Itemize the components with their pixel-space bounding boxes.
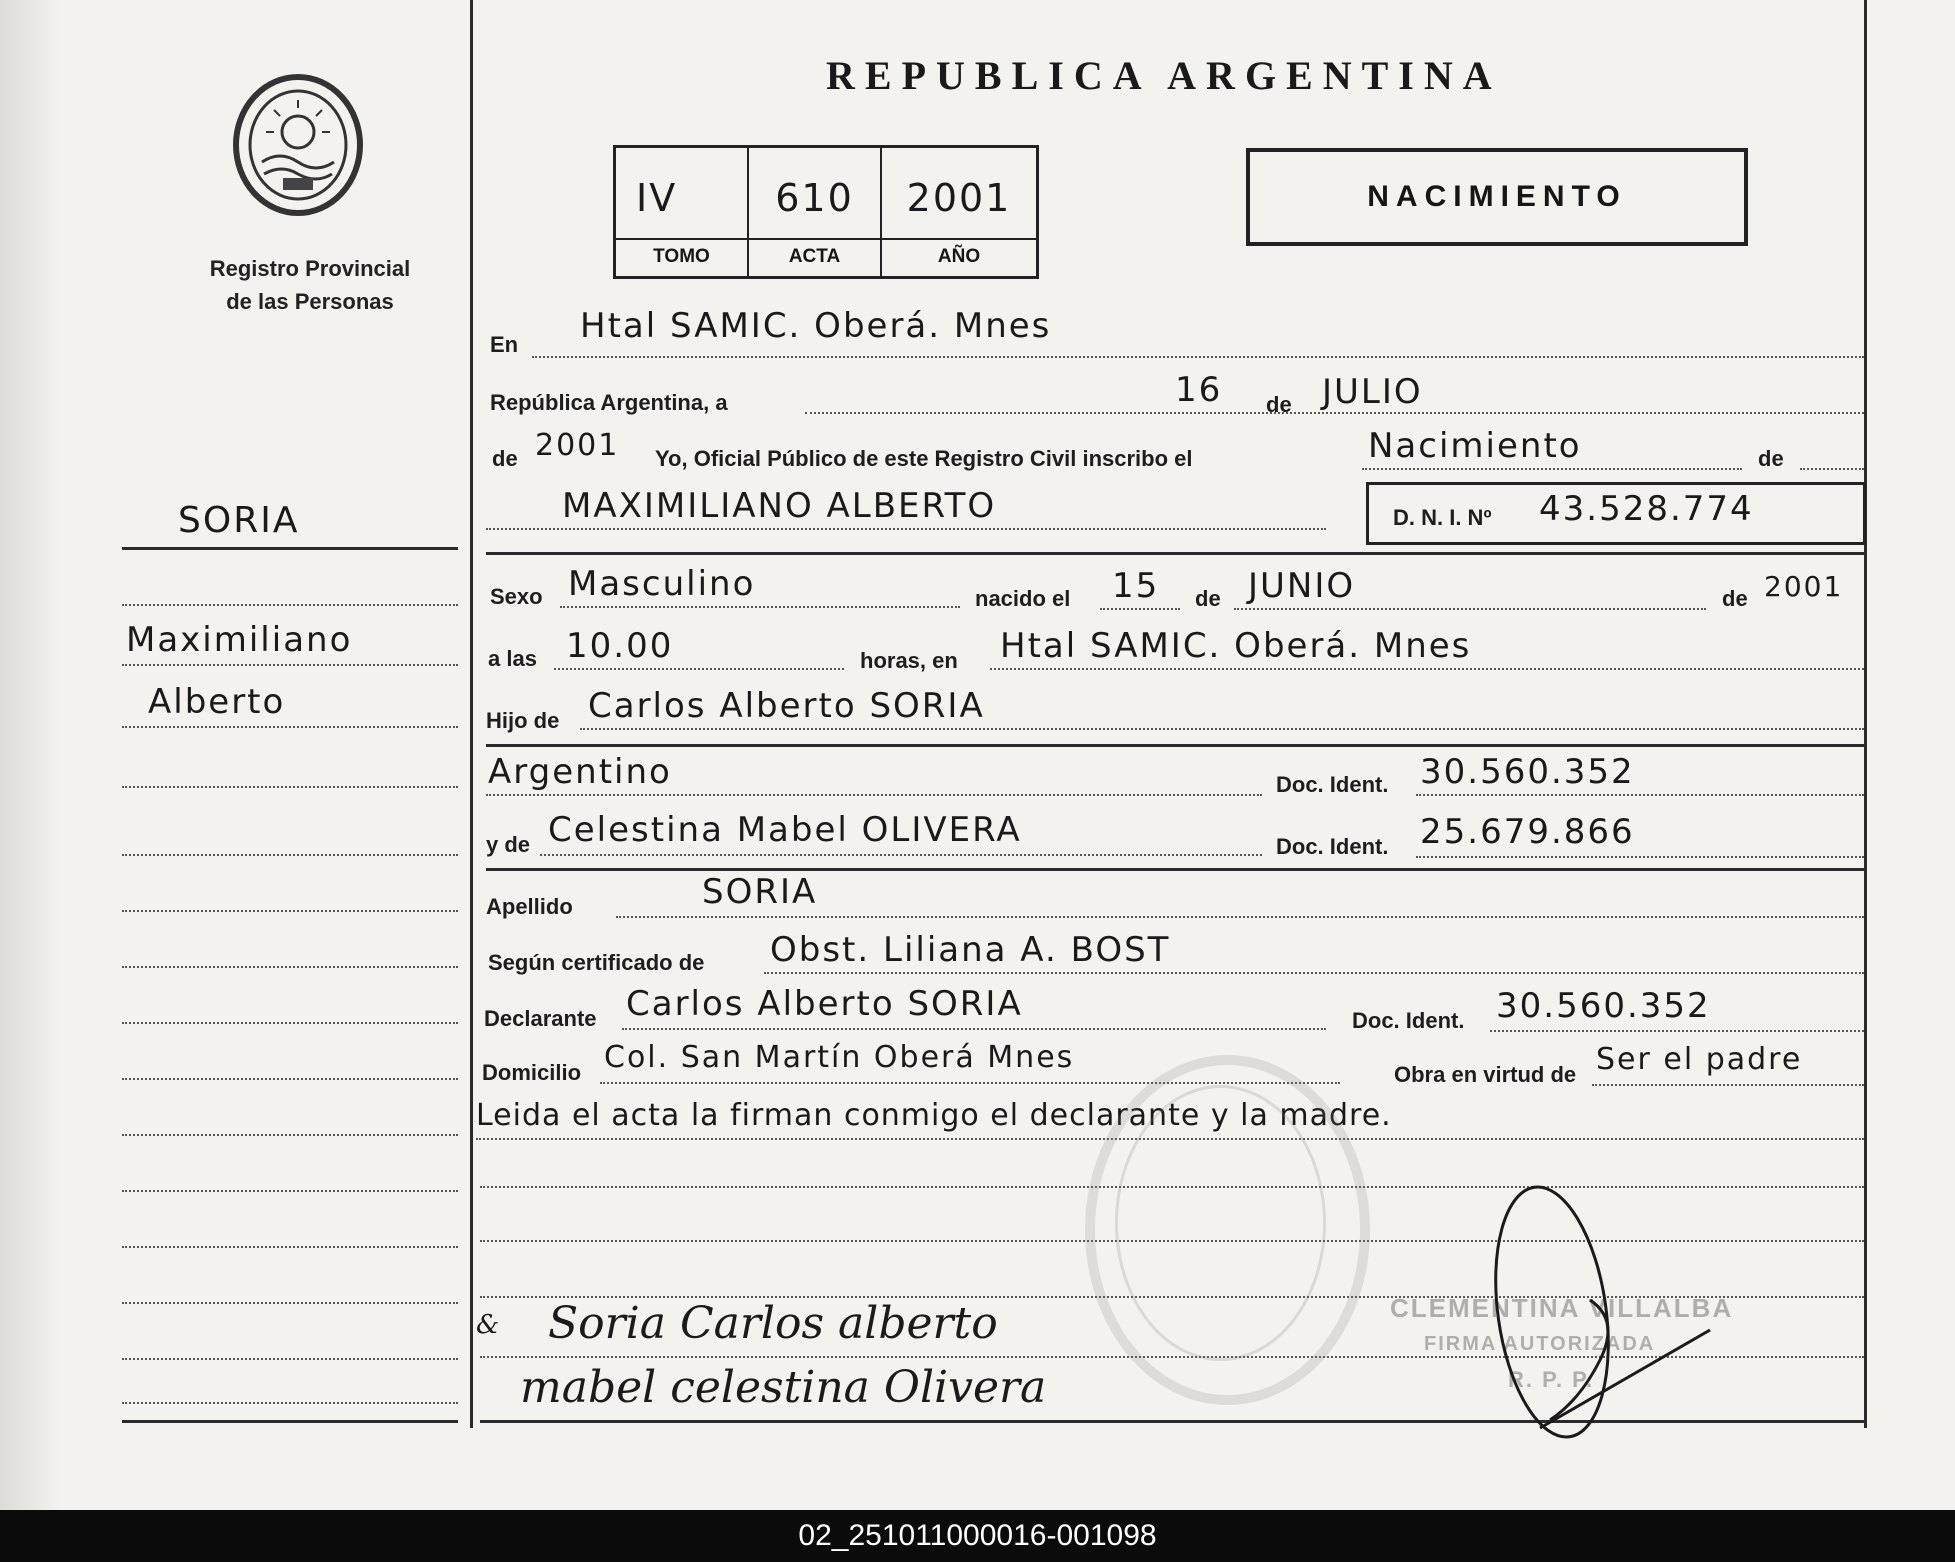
sidebar-dotted-line xyxy=(122,966,458,968)
mother-signature: mabel celestina Olivera xyxy=(520,1362,1047,1413)
birth-month-dotted-line xyxy=(1234,608,1706,610)
mother-doc-dotted-line xyxy=(1416,856,1864,858)
alas-label: a las xyxy=(488,646,537,671)
birth-de2-label: de xyxy=(1722,586,1748,611)
sidebar-dotted-line xyxy=(122,1190,458,1192)
father-doc-dotted-line xyxy=(1416,794,1864,796)
sidebar-dotted-line xyxy=(122,786,458,788)
sidebar-given-name-1: Maximiliano xyxy=(126,620,353,660)
apellido-value: SORIA xyxy=(702,872,818,912)
declarante-signature: Soria Carlos alberto xyxy=(548,1298,998,1349)
mother-name: Celestina Mabel OLIVERA xyxy=(548,810,1022,850)
horas-label: horas, en xyxy=(860,648,958,673)
sidebar-dotted-line xyxy=(122,1078,458,1080)
sidebar-dotted-line xyxy=(122,1022,458,1024)
dni-box xyxy=(1366,482,1866,545)
de-label: de xyxy=(1266,392,1292,417)
sidebar-dotted-line xyxy=(122,854,458,856)
sidebar-dotted-line xyxy=(122,1358,458,1360)
birth-de-label: de xyxy=(1195,586,1221,611)
document-code: 02_251011000016-001098 xyxy=(798,1519,1157,1552)
father-doc: 30.560.352 xyxy=(1420,752,1635,792)
registration-day: 16 xyxy=(1175,370,1223,410)
sidebar-bottom-rule xyxy=(122,1420,458,1423)
sidebar-dotted-line xyxy=(122,604,458,606)
birth-place-dotted-line xyxy=(990,668,1864,670)
leida-text: Leida el acta la firman conmigo el declarante y la madre. xyxy=(476,1098,1392,1133)
declarante-doc-label: Doc. Ident. xyxy=(1352,1008,1465,1033)
record-type-box: NACIMIENTO xyxy=(1246,148,1748,246)
year-prefix-label: de xyxy=(492,446,518,471)
declarante-doc-dotted-line xyxy=(1490,1030,1864,1032)
de-end-label: de xyxy=(1758,446,1784,471)
name-section-rule xyxy=(486,552,1864,555)
birth-hour: 10.00 xyxy=(566,626,674,666)
stamp-line-3: R. P. P. xyxy=(1508,1367,1595,1392)
ano-cell xyxy=(882,148,1036,276)
registry-line-2: de las Personas xyxy=(226,289,394,314)
hijo-label: Hijo de xyxy=(486,708,560,733)
dni-label: D. N. I. Nº xyxy=(1393,505,1492,530)
birth-year: 2001 xyxy=(1764,570,1844,603)
signature-mark: & xyxy=(476,1310,500,1340)
tomo-value: IV xyxy=(636,176,678,220)
page-title: REPUBLICA ARGENTINA xyxy=(826,53,1502,98)
tomo-cell xyxy=(616,148,749,276)
sidebar-dotted-line xyxy=(122,664,458,666)
misiones-seal-icon xyxy=(228,70,368,220)
obra-label: Obra en virtud de xyxy=(1394,1062,1577,1087)
domicilio-label: Domicilio xyxy=(482,1060,582,1085)
stamp-line-2: FIRMA AUTORIZADA xyxy=(1424,1333,1656,1355)
registry-line-1: Registro Provincial xyxy=(209,256,411,281)
oficial-text: Yo, Oficial Público de este Registro Civil inscribo el xyxy=(655,446,1193,471)
father-nationality: Argentino xyxy=(488,752,672,792)
tomo-label: TOMO xyxy=(616,238,747,268)
sidebar-dotted-line xyxy=(122,1134,458,1136)
birth-place: Htal SAMIC. Oberá. Mnes xyxy=(1000,626,1472,666)
declarante-value: Carlos Alberto SORIA xyxy=(626,984,1023,1024)
right-border xyxy=(1864,0,1867,1428)
father-section-rule xyxy=(486,744,1864,747)
en-label: En xyxy=(490,332,519,357)
sidebar-dotted-line xyxy=(122,726,458,728)
domicilio-value: Col. San Martín Oberá Mnes xyxy=(604,1040,1075,1075)
official-stamp-inner xyxy=(1115,1085,1326,1361)
sidebar-surname: SORIA xyxy=(178,500,300,541)
mother-section-rule xyxy=(486,868,1864,871)
sidebar-dotted-line xyxy=(122,1302,458,1304)
sidebar-dotted-line xyxy=(122,910,458,912)
left-column-divider xyxy=(470,0,473,1428)
birth-day: 15 xyxy=(1112,566,1160,606)
en-dotted-line xyxy=(532,356,1864,358)
yde-label: y de xyxy=(486,832,531,857)
nationality-dotted-line xyxy=(486,794,1262,796)
acta-label: ACTA xyxy=(749,238,880,268)
officer-signature-icon xyxy=(1480,1180,1740,1450)
dni-value: 43.528.774 xyxy=(1539,489,1754,529)
sexo-value: Masculino xyxy=(568,564,756,604)
certificate-dotted-line xyxy=(764,972,1864,974)
mother-dotted-line xyxy=(540,854,1262,856)
stamp-line-1: CLEMENTINA VILLALBA xyxy=(1390,1293,1734,1323)
birth-day-dotted-line xyxy=(1100,608,1180,610)
ano-label: AÑO xyxy=(882,238,1036,268)
record-number-table xyxy=(613,145,1039,279)
sidebar-dotted-line xyxy=(122,1246,458,1248)
segun-label: Según certificado de xyxy=(488,950,705,975)
de-end-dotted-line xyxy=(1800,468,1864,470)
mother-doc: 25.679.866 xyxy=(1420,812,1635,852)
declarante-label: Declarante xyxy=(484,1006,597,1031)
registration-month: JULIO xyxy=(1322,372,1423,412)
declarante-doc: 30.560.352 xyxy=(1496,986,1711,1026)
sexo-label: Sexo xyxy=(490,584,543,609)
inscribo-value: Nacimiento xyxy=(1368,426,1582,466)
republica-dotted-line xyxy=(805,412,1864,414)
registry-name xyxy=(160,252,460,318)
declarante-dotted-line xyxy=(622,1028,1326,1030)
obra-value: Ser el padre xyxy=(1596,1042,1803,1077)
acta-cell xyxy=(749,148,882,276)
birth-month: JUNIO xyxy=(1248,566,1356,606)
mother-doc-label: Doc. Ident. xyxy=(1276,834,1389,859)
republica-label: República Argentina, a xyxy=(490,390,728,415)
apellido-label: Apellido xyxy=(486,894,573,919)
father-name: Carlos Alberto SORIA xyxy=(588,686,985,726)
father-doc-label: Doc. Ident. xyxy=(1276,772,1389,797)
full-name: MAXIMILIANO ALBERTO xyxy=(562,486,997,526)
sidebar-surname-rule xyxy=(122,547,458,550)
father-dotted-line xyxy=(580,728,1864,730)
acta-value: 610 xyxy=(775,176,854,220)
registration-year: 2001 xyxy=(535,428,620,463)
certificate-value: Obst. Liliana A. BOST xyxy=(770,930,1171,970)
ano-value: 2001 xyxy=(906,176,1012,220)
nacido-label: nacido el xyxy=(975,586,1071,611)
inscribo-dotted-line xyxy=(1362,468,1742,470)
sidebar-dotted-line xyxy=(122,1402,458,1404)
en-value: Htal SAMIC. Oberá. Mnes xyxy=(580,306,1052,346)
page-edge-shadow xyxy=(0,0,60,1510)
sexo-dotted-line xyxy=(560,606,960,608)
sidebar-given-name-2: Alberto xyxy=(148,682,286,722)
apellido-dotted-line xyxy=(616,916,1864,918)
hour-dotted-line xyxy=(554,668,844,670)
full-name-dotted-line xyxy=(486,528,1326,530)
obra-dotted-line xyxy=(1592,1084,1864,1086)
